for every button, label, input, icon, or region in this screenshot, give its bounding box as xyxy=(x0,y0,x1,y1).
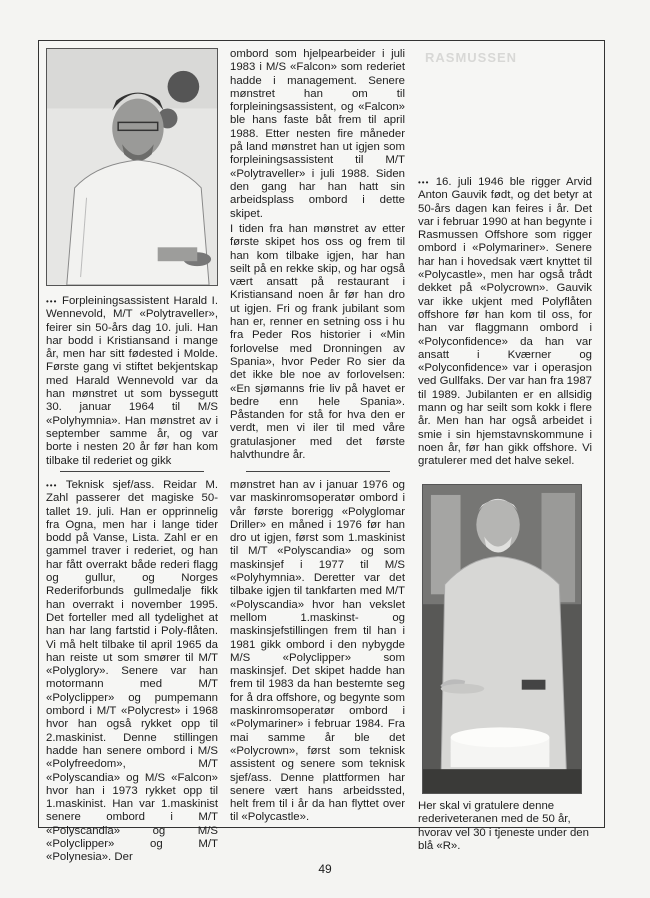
article-wennevold-cont2-text: I tiden fra han mønstret av etter første skipet hos oss og frem til han kom tilbake igjen, har han seilt på en rekke skip, og har også vært ansatt på restaurant i Kristiansand noen år før han dro ut igjen. Fri og frank jubilant som han er, renner en setning oss i hu fra Peder Ros historier i «Min forlovelse med Dronningen av Spania», hvor Peder Ro sier da det ikke ble noe av forlovelsen: «En sjømanns frie liv på havet er bedre enn hele Spania». Påstanden for stå for hva den er verdt, men vi iler til med våre gratulasjoner med det første halvthundre år. xyxy=(230,223,405,462)
photo-caption-text: Her skal vi gratulere denne rederiveteranen med de 50 år, hvorav vel 30 i tjeneste under den blå «R». xyxy=(418,800,589,852)
article-wennevold-cont2 xyxy=(230,223,405,462)
photo-caption xyxy=(418,800,592,853)
article-wennevold-cont xyxy=(230,48,405,221)
article-zahl-cont-text: mønstret han av i januar 1976 og var maskinromsoperatør ombord i vår første borerigg «Polyglomar Driller» en måned i 1976 før han dro ut igjen, først som 1.maskinist til M/T «Polyscandia» og som maskinsjef i 1977 til M/S «Polyhymnia». Deretter var det tilbake igjen til tankfarten med M/T «Polyscandia» hvor han vekslet mellom 1.maskinst- og maskinsjefstillingen frem til han i 1981 gikk ombord i den nybygde M/S «Polyclipper» som maskinsjef. Det skipet hadde han frem til 1983 da han bestemte seg for å dra offshore, og begynte som maskinromsoperatør ombord i «Polymariner» i februar 1984. Fra mai samme år ble det «Polycrown», først som teknisk assistent og senere som teknisk sjef/ass. Denne plattformen har senere vært hans arbeidssted, helt frem til i år da han flyttet over til «Polycastle». xyxy=(230,479,405,824)
lead-marker: ••• xyxy=(46,481,58,490)
article-wennevold xyxy=(46,295,218,468)
lead-marker: ••• xyxy=(418,178,430,187)
article-wennevold-cont-text: ombord som hjelpearbeider i juli 1983 i M/S «Falcon» som rederiet hadde i management. Senere mønstret han om til forpleiningsassistent, og «Falcon» ble hans faste båt frem til april 1988. Etter nesten fire måneder på land mønstret han ut igjen som forpleiningsassistent til M/T «Polytraveller» i juli 1988. Siden den gang har han hatt sin arbeidsplass ombord i dette skipet. xyxy=(230,48,405,220)
article-gauvik-text: 16. juli 1946 ble rigger Arvid Anton Gauvik født, og det betyr at 50-års dagen kan feires i år. Det var i februar 1990 at han begynte i Rasmussen Offshore som rigger ombord i «Polymariner». Senere har han i hovedsak vært knyttet til «Polycastle», men har også trådt dekket på «Polycrown». Gauvik var ikke ukjent med Polyflåten offshore før han kom til oss, for han var flaggmann ombord i «Polyconfidence» da han var ansatt i Kværner og «Polyconfidence» var i operasjon ved Gullfaks. Der var han fra 1987 til 1989. Jubilanten er en allsidig mann og har seilt som kokk i flere år. Men han har også arbeidet i smie i sin hjemstavnskommune i noen år, før han gikk offshore. Vi gratulerer med det halve sekel. xyxy=(418,176,592,468)
article-wennevold-text: Forpleiningsassistent Harald I. Wennevold, M/T «Polytraveller», feirer sin 50-års dag 10. juli. Han har bodd i Kristiansand i mange år, men har sitt fødested i Molde. Første gang vi stiftet bekjentskap med Harald Wennevold var da han mønstret ut som byssegutt 30. januar 1964 til M/S «Polyhymnia». Han mønstret av i september samme år, og var borte i nesten 20 år før han kom tilbake til rederiet og gikk xyxy=(46,295,218,467)
article-zahl-text: Teknisk sjef/ass. Reidar M. Zahl passerer det magiske 50-tallet 19. juli. Han er opprinnelig fra Ogna, men har i lange tider bodd på Vanse, Lista. Zahl er en gammel traver i rederiet, og han har fått overrakt både rederi flagg og gullur, og Norges Rederiforbunds gullmedalje fikk han overrakt i november 1995. Det forteller med all tydelighet at han har lang fartstid i Poly-flåten. Vi må helt tilbake til april 1965 da han reiste ut som smører til M/T «Polyglory». Senere var han motormann med M/T «Polyclipper» og pumpemann ombord i M/T «Polycrest» i 1968 hvor han også rykket opp til 2.maskinist. Denne stillingen hadde han senere ombord i M/S «Polyfreedom», M/T «Polyscandia» og M/S «Falcon» hvor han i 1973 rykket opp til 1.maskinist. Han var 1.maskinist senere ombord i M/T «Polyscandia» og M/S «Polyclipper» og M/T «Polynesia». Der xyxy=(46,479,218,864)
page-number: 49 xyxy=(318,862,332,876)
article-divider xyxy=(246,471,390,472)
article-zahl-cont xyxy=(230,479,405,825)
photo-gauvik-cake xyxy=(422,484,582,794)
photo-portrait-wennevold xyxy=(46,48,218,286)
article-zahl xyxy=(46,479,218,865)
article-gauvik xyxy=(418,176,592,469)
lead-marker: ••• xyxy=(46,297,58,306)
article-divider xyxy=(60,471,204,472)
bleed-through-text: RASMUSSEN xyxy=(425,50,518,65)
